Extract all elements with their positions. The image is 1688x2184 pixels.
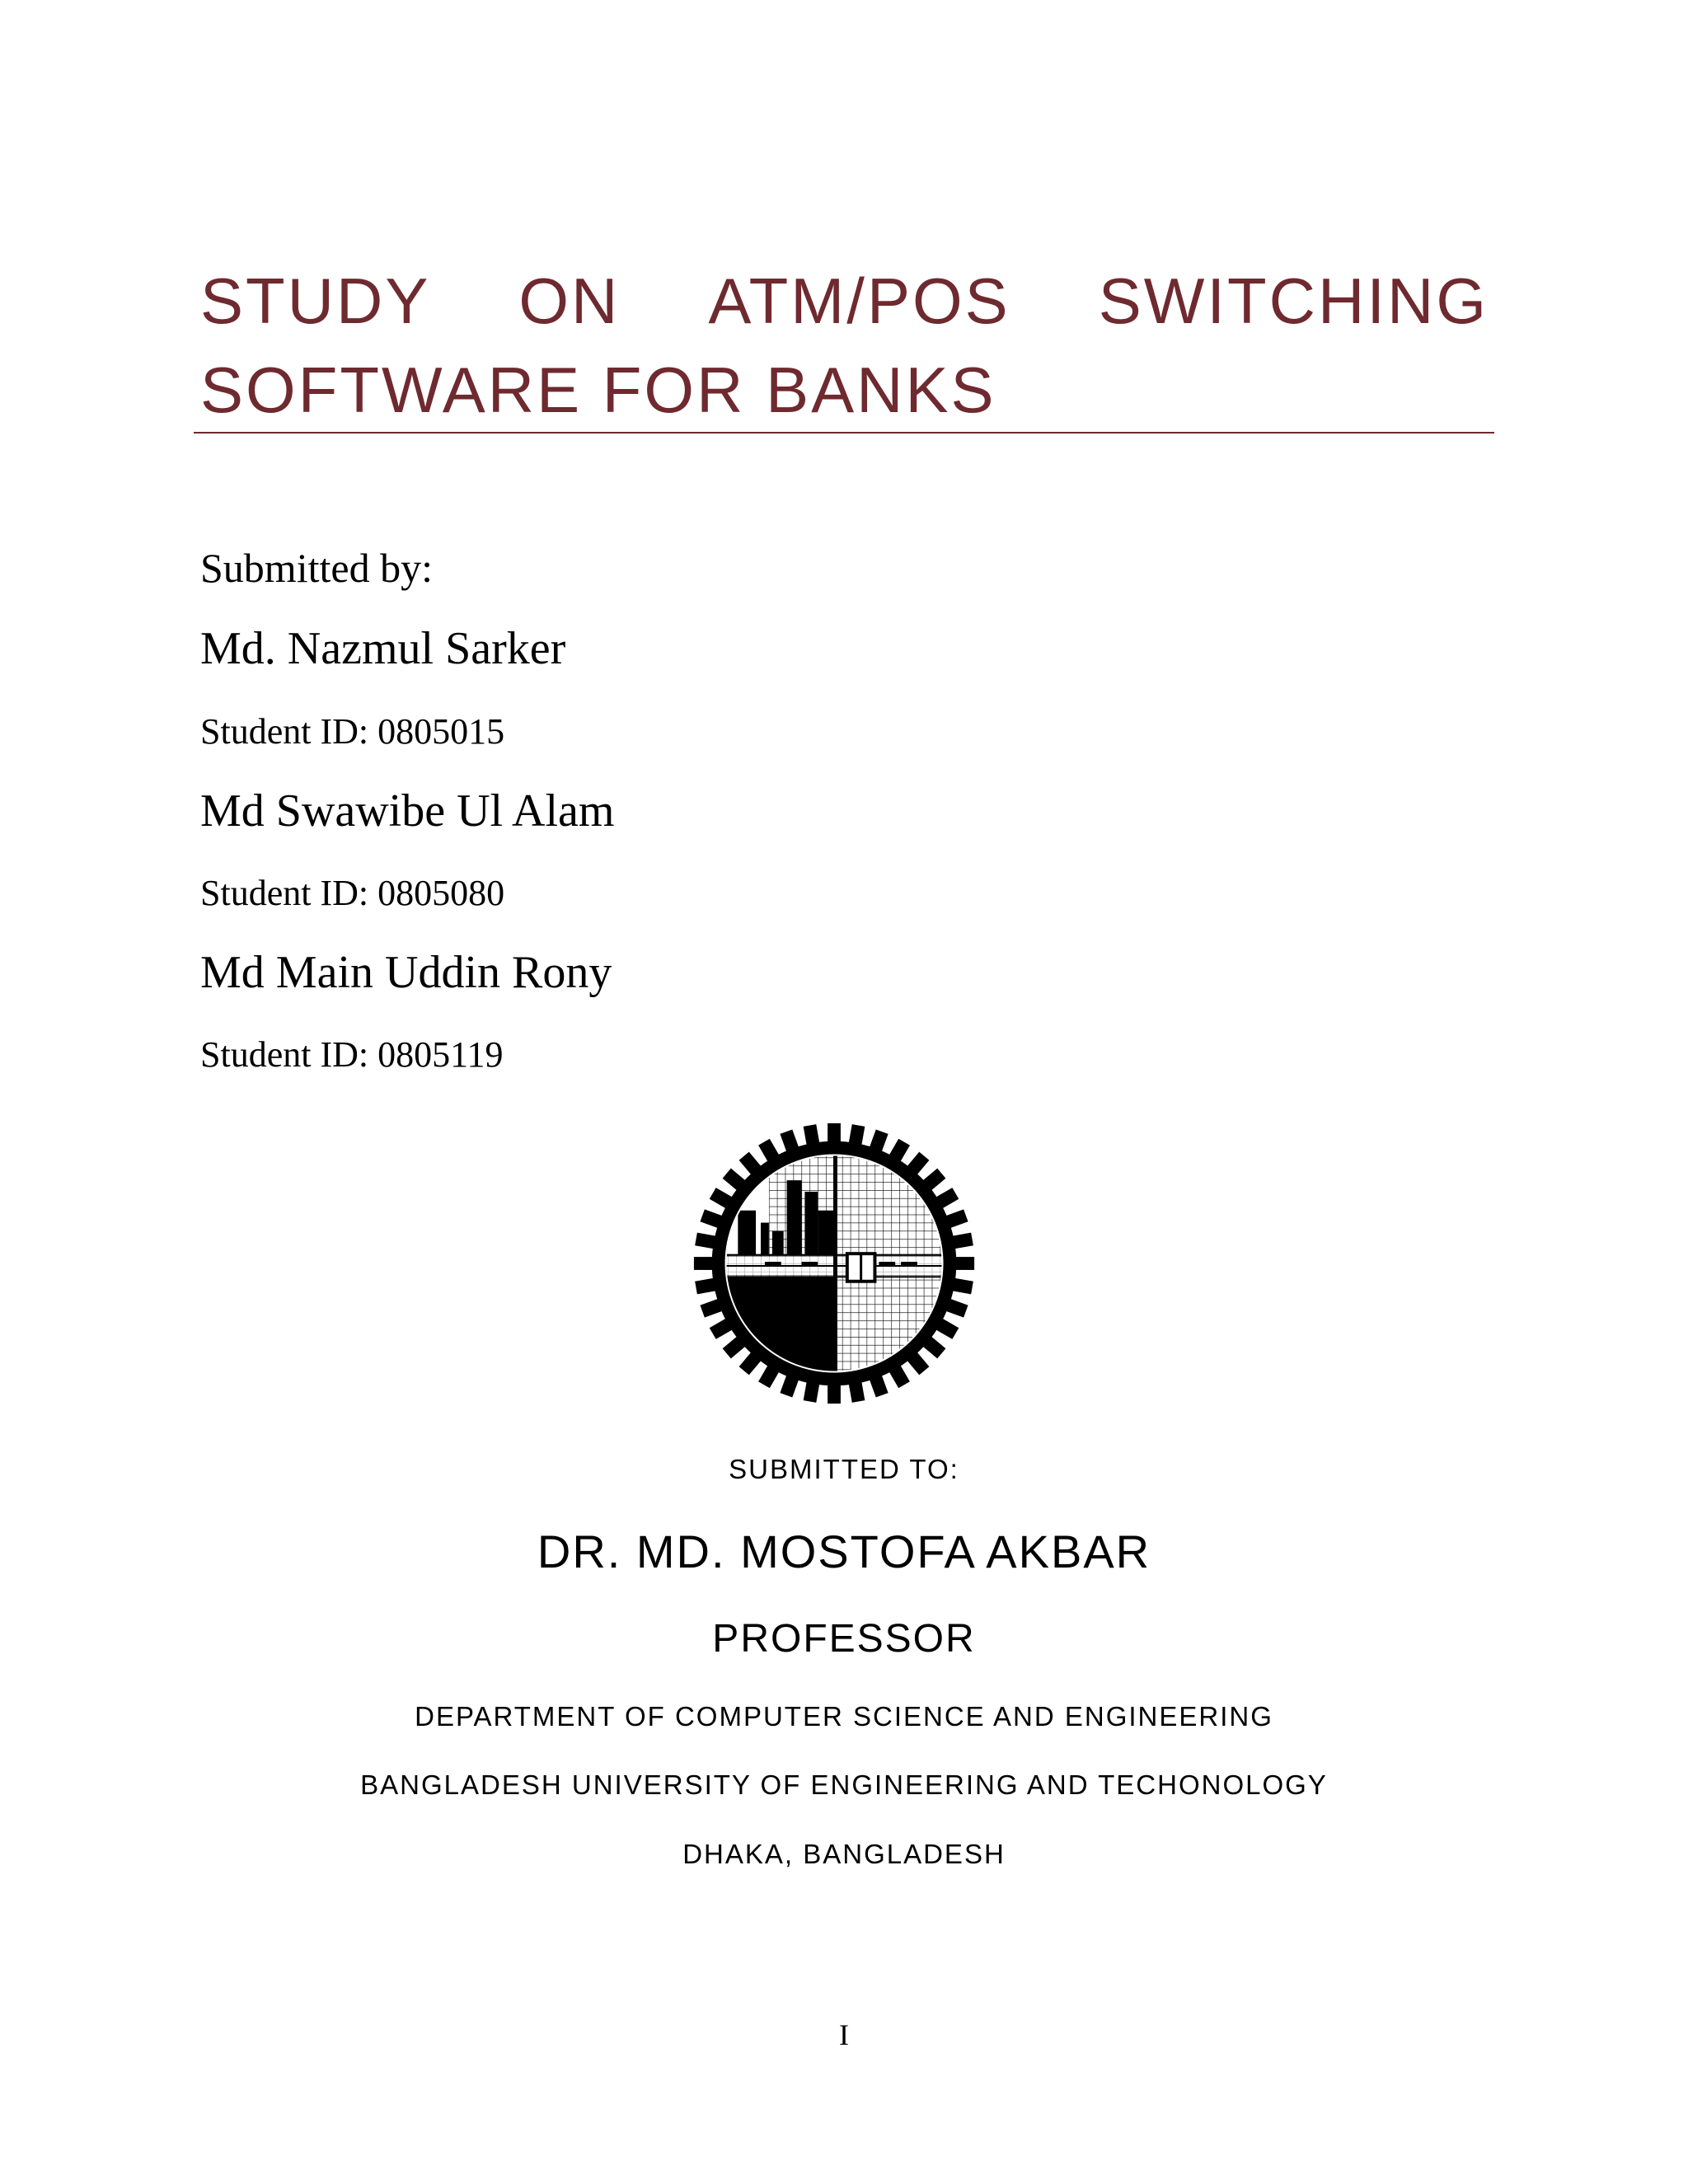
title-line-1 xyxy=(200,255,1489,346)
title-word: SWITCHING xyxy=(1098,265,1489,337)
page-number: I xyxy=(839,2018,849,2051)
university-seal-icon xyxy=(687,1117,981,1410)
location: DHAKA, BANGLADESH xyxy=(682,1839,1006,1869)
title-line-2: SOFTWARE FOR BANKS xyxy=(200,354,996,426)
student-id: Student ID: 0805119 xyxy=(200,1034,504,1075)
title-word: ATM/POS xyxy=(708,265,1010,337)
student-name: Md Swawibe Ul Alam xyxy=(200,785,615,837)
student-id: Student ID: 0805015 xyxy=(200,711,505,752)
submitted-by-label: Submitted by: xyxy=(200,545,433,591)
submitted-to-label: SUBMITTED TO: xyxy=(729,1454,959,1484)
supervisor-name: DR. MD. MOSTOFA AKBAR xyxy=(537,1526,1151,1577)
university-name: BANGLADESH UNIVERSITY OF ENGINEERING AND TECHONOLOGY xyxy=(360,1769,1328,1800)
student-id: Student ID: 0805080 xyxy=(200,873,505,913)
student-name: Md Main Uddin Rony xyxy=(200,947,612,998)
title-word: STUDY xyxy=(200,265,431,337)
department-name: DEPARTMENT OF COMPUTER SCIENCE AND ENGINEERING xyxy=(415,1701,1273,1732)
supervisor-designation: PROFESSOR xyxy=(712,1617,976,1661)
title-word: ON xyxy=(518,265,621,337)
student-name: Md. Nazmul Sarker xyxy=(200,623,566,674)
title-underline xyxy=(194,432,1494,434)
